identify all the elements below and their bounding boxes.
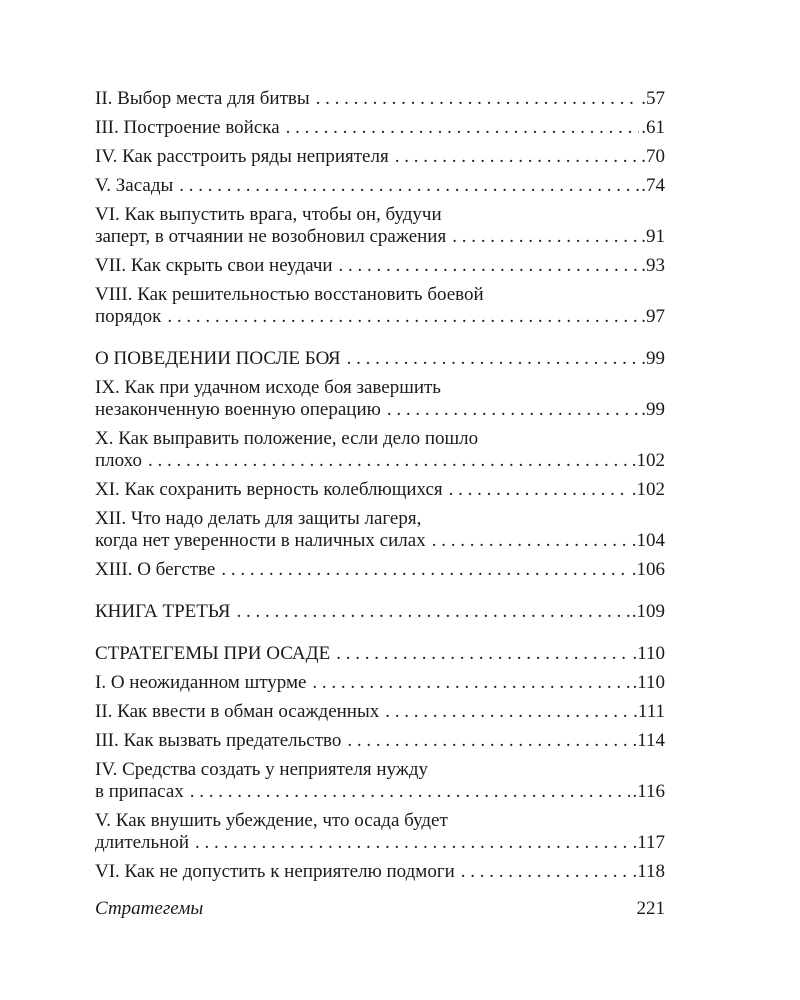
dot-leader: [148, 450, 630, 472]
toc-entry: [95, 759, 665, 803]
toc-section-heading: [95, 643, 665, 665]
toc-entry-title: когда нет уверенности в наличных силах: [95, 530, 426, 551]
toc-entry-title: V. Засады: [95, 175, 174, 196]
toc-entry-title: I. О неожиданном штурме: [95, 672, 307, 693]
toc-entry-title-line: IX. Как при удачном исходе боя завершить: [95, 377, 441, 398]
dot-leader: [286, 117, 640, 139]
toc-page-number: .61: [641, 117, 665, 138]
toc-entry-title: плохо: [95, 450, 142, 471]
dot-leader: [312, 672, 630, 694]
table-of-contents: [95, 88, 665, 883]
dot-leader: [461, 861, 631, 883]
toc-entry: [95, 146, 665, 168]
toc-entry-title: заперт, в отчаянии не возобновил сражения: [95, 226, 447, 247]
toc-entry: [95, 861, 665, 883]
toc-entry-title: XIII. О бегстве: [95, 559, 216, 580]
toc-page-number: .106: [631, 559, 665, 580]
dot-leader: [387, 399, 639, 421]
dot-leader: [221, 559, 629, 581]
toc-entry-title: II. Выбор места для битвы: [95, 88, 310, 109]
toc-page-number: .102: [631, 479, 665, 500]
toc-page-number: .102: [631, 450, 665, 471]
toc-entry-title-line: XII. Что надо делать для защиты лагеря,: [95, 508, 422, 529]
toc-entry: [95, 672, 665, 694]
toc-page-number: .99: [641, 348, 665, 369]
dot-leader: [395, 146, 640, 168]
page-footer: [95, 898, 665, 920]
dot-leader: [452, 226, 639, 248]
toc-entry-title: III. Построение войска: [95, 117, 280, 138]
toc-entry: [95, 255, 665, 277]
toc-entry: [95, 377, 665, 421]
toc-entry: [95, 479, 665, 501]
toc-entry-title: III. Как вызвать предательство: [95, 730, 342, 751]
toc-entry-title: VI. Как не допустить к неприятелю подмоги: [95, 861, 455, 882]
toc-entry: [95, 117, 665, 139]
toc-entry: [95, 88, 665, 110]
toc-entry-title-line: X. Как выправить положение, если дело пошло: [95, 428, 479, 449]
toc-page-number: .109: [631, 601, 665, 622]
dot-leader: [179, 175, 639, 197]
toc-entry-title: незаконченную военную операцию: [95, 399, 381, 420]
toc-entry: [95, 204, 665, 248]
toc-page-number: .116: [632, 781, 665, 802]
toc-page-number: .114: [632, 730, 665, 751]
toc-page-number: .93: [641, 255, 665, 276]
toc-entry-title-line: VI. Как выпустить врага, чтобы он, будучи: [95, 204, 442, 225]
toc-page-number: .104: [631, 530, 665, 551]
toc-page-number: .110: [632, 643, 665, 664]
toc-page-number: .118: [632, 861, 665, 882]
toc-entry-title: XI. Как сохранить верность колеблющихся: [95, 479, 443, 500]
toc-page-number: .99: [641, 399, 665, 420]
page-number: 221: [636, 898, 665, 919]
toc-page-number: .111: [633, 701, 665, 722]
dot-leader: [236, 601, 629, 623]
toc-section-title: КНИГА ТРЕТЬЯ: [95, 601, 231, 622]
toc-entry: [95, 559, 665, 581]
toc-entry-title: порядок: [95, 306, 162, 327]
dot-leader: [195, 832, 630, 854]
dot-leader: [339, 255, 640, 277]
toc-page-number: .97: [641, 306, 665, 327]
dot-leader: [336, 643, 630, 665]
toc-entry-title-line: VIII. Как решительностью восстановить боевой: [95, 284, 484, 305]
toc-entry: [95, 810, 665, 854]
toc-entry-title: в припасах: [95, 781, 184, 802]
toc-entry-title-line: V. Как внушить убеждение, что осада будет: [95, 810, 448, 831]
dot-leader: [167, 306, 639, 328]
toc-entry: [95, 284, 665, 328]
toc-entry-title: II. Как ввести в обман осажденных: [95, 701, 380, 722]
toc-page-number: .74: [641, 175, 665, 196]
toc-entry-title-line: IV. Средства создать у неприятеля нужду: [95, 759, 429, 780]
toc-section-heading: [95, 601, 665, 623]
toc-section-title: О ПОВЕДЕНИИ ПОСЛЕ БОЯ: [95, 348, 341, 369]
dot-leader: [347, 348, 640, 370]
toc-entry: [95, 428, 665, 472]
dot-leader: [316, 88, 640, 110]
toc-entry-title: IV. Как расстроить ряды неприятеля: [95, 146, 389, 167]
toc-entry-title: длительной: [95, 832, 190, 853]
toc-section-title: СТРАТЕГЕМЫ ПРИ ОСАДЕ: [95, 643, 331, 664]
toc-entry: [95, 508, 665, 552]
toc-page-number: .110: [632, 672, 665, 693]
dot-leader: [449, 479, 630, 501]
toc-entry: [95, 175, 665, 197]
dot-leader: [190, 781, 631, 803]
toc-page-number: .57: [641, 88, 665, 109]
toc-entry: [95, 730, 665, 752]
dot-leader: [432, 530, 630, 552]
running-title: Стратегемы: [95, 898, 204, 919]
toc-entry-title: VII. Как скрыть свои неудачи: [95, 255, 333, 276]
toc-section-heading: [95, 348, 665, 370]
dot-leader: [385, 701, 631, 723]
toc-page-number: .70: [641, 146, 665, 167]
toc-entry: [95, 701, 665, 723]
toc-page-number: .117: [632, 832, 665, 853]
toc-page-number: .91: [641, 226, 665, 247]
dot-leader: [347, 730, 630, 752]
